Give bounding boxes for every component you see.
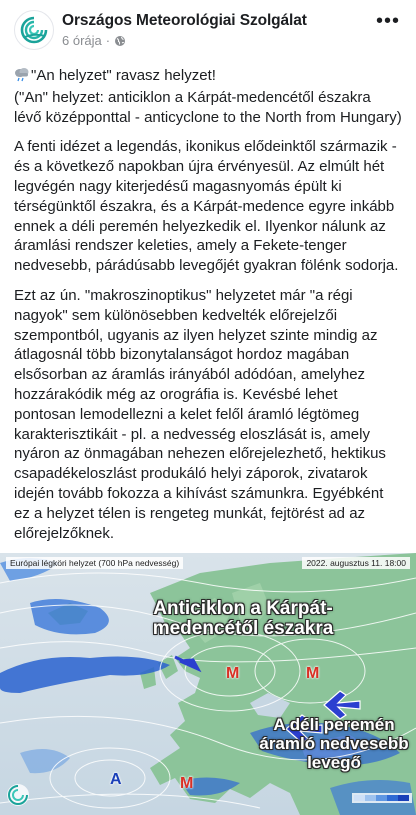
high-pressure-mark: M — [306, 665, 320, 683]
weather-map-image[interactable] — [0, 553, 416, 815]
intro-line-2: ("An" helyzet: anticiklon a Kárpát-medencétől északra lévő középponttal - anticyclone to the North from Hungary) — [14, 88, 402, 126]
page-avatar[interactable] — [14, 10, 54, 50]
page-name[interactable]: Országos Meteorológiai Szolgálat — [62, 12, 307, 29]
high-pressure-mark: M — [180, 775, 194, 793]
map-legend — [352, 793, 412, 803]
post-header — [0, 0, 416, 56]
intro-line-1: "An helyzet" ravasz helyzet! — [31, 67, 216, 84]
post-meta — [62, 33, 307, 48]
annotation-anticyclone: Anticiklon a Kárpát-medencétől északra — [152, 598, 334, 640]
map-date: 2022. augusztus 11. 18:00 — [302, 557, 410, 569]
post-time[interactable]: 6 órája — [62, 33, 102, 48]
post-paragraph-1: A fenti idézet a legendás, ikonikus elődeinktől származik - és a következő napokban újra érvényesül. Az elmúlt hét legvégén nagy kiterjedésű magasnyomás épült ki térségünktől északra, és a Kárpát-medence egyre inkább ennek a déli peremén helyezkedik el. Ilyenkor nálunk az áramlási rendszer keleties, amely a Fekete-tenger nedvesebb, párádúsabb levegőjét gyakran fölénk sodorja. — [14, 138, 399, 275]
post-body — [0, 56, 416, 543]
high-pressure-mark: M — [226, 665, 240, 683]
map-logo-icon — [7, 784, 29, 806]
meta-separator: · — [105, 33, 111, 48]
rain-cloud-icon — [14, 67, 30, 88]
annotation-moist-air: A déli peremén áramló nedvesebb levegő — [259, 715, 409, 773]
map-title: Európai légköri helyzet (700 hPa nedvesség) — [6, 557, 183, 569]
weather-map-graphic — [0, 553, 416, 815]
globe-icon — [114, 35, 126, 47]
more-options-button[interactable]: ••• — [375, 10, 400, 32]
post-paragraph-2: Ezt az ún. "makroszinoptikus" helyzetet már "a régi nagyok" sem különösebben kedvelték előrejelzői szempontból, ugyanis az ilyen helyzet szinte mindig az átlagosnál több bizonytalanságot hordoz magában elsősorban az áramlás irányából adódóan, amelyhez hozzárakódik még az orográfia is. Kevésbé lehet pontosan lemodellezni a kelet felől áramló légtömeg karakterisztikáit - pl. a nedvesség eloszlását is, amely nyáron az önmagában nehezen előrejelezhető, hektikus csapadékeloszlást produkáló helyi záporok, zivatarok idején tovább fokozza a kihívást számunkra. Egyébként ez a helyzet télen is rengeteg munkát, fejtörést ad az előrejelzőknek. — [14, 286, 386, 542]
omsz-logo-icon — [19, 15, 49, 45]
low-pressure-mark: A — [110, 771, 122, 789]
post-intro — [14, 66, 402, 127]
